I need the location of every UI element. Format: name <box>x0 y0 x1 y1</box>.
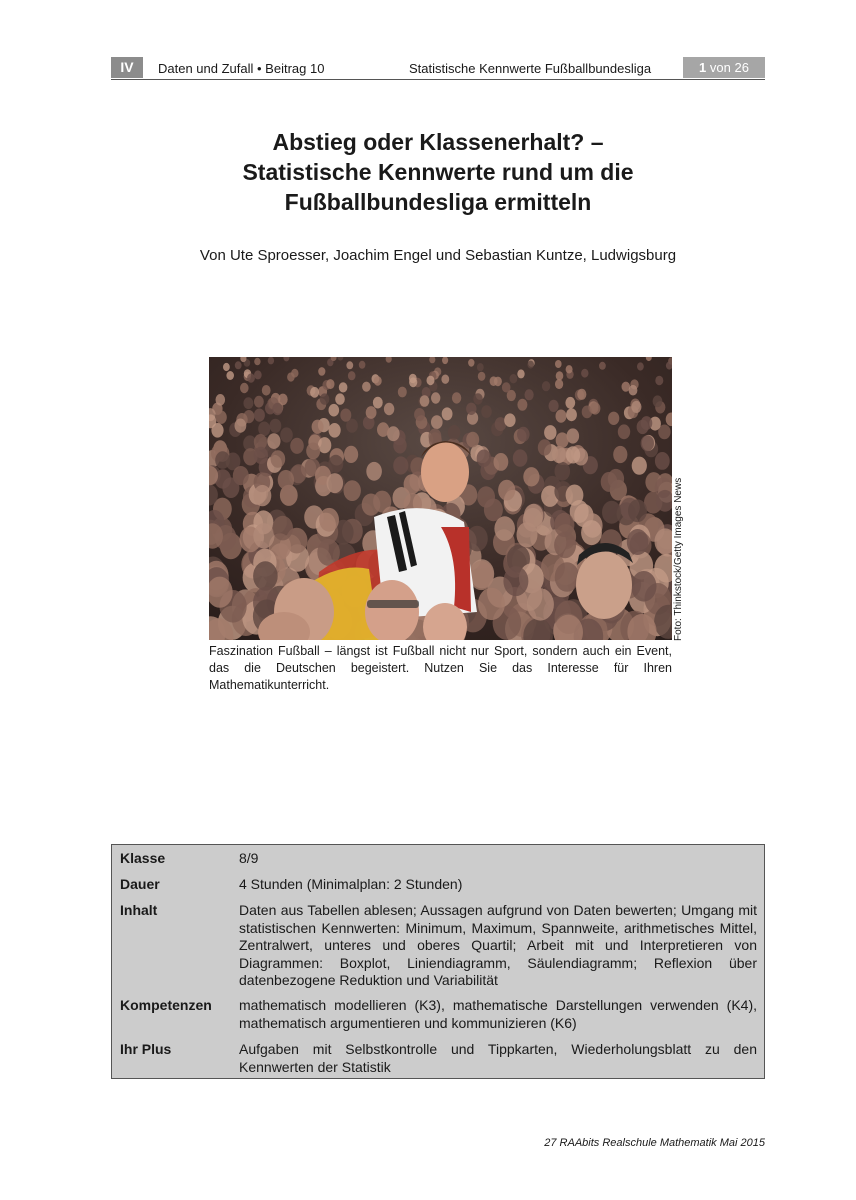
info-value: Daten aus Tabellen ablesen; Aussagen aufgrund von Daten bewerten; Umgang mit statistischen Kennwerten: Minimum, Maximum, Spannweite, arithmetisches Mittel, Zentralwert, unteres und oberes Quartil; Arbeit mit und Interpretieren von Diagrammen: Boxplot, Liniendiagramm, Säulendiagramm; Reflexion über datenbezogene Reduktion und Variabilität <box>239 902 757 988</box>
topic-label: Statistische Kennwerte Fußballbundesliga <box>409 61 652 76</box>
info-label: Inhalt <box>120 902 158 918</box>
running-header <box>111 57 765 80</box>
photo-caption: Faszination Fußball – längst ist Fußball nicht nur Sport, sondern auch ein Event, das die Deutschen begeistert. Nutzen Sie das Interesse für Ihren Mathematikunterricht. <box>209 644 672 692</box>
page-total: von 26 <box>709 60 749 75</box>
info-box <box>111 844 765 1079</box>
info-label: Ihr Plus <box>120 1041 172 1057</box>
info-value: 4 Stunden (Minimalplan: 2 Stunden) <box>239 876 463 892</box>
page-indicator <box>683 57 765 78</box>
authors-line: Von Ute Sproesser, Joachim Engel und Sebastian Kuntze, Ludwigsburg <box>199 247 677 264</box>
title-line-3: Fußballbundesliga ermitteln <box>284 189 592 215</box>
section-tab: IV <box>111 57 143 78</box>
crowd-photo-drawing <box>209 357 672 640</box>
series-label: Daten und Zufall • Beitrag 10 <box>158 61 325 76</box>
footer-note: 27 RAAbits Realschule Mathematik Mai 2015 <box>544 1137 765 1149</box>
page-title <box>111 127 765 217</box>
info-label: Klasse <box>120 850 166 866</box>
info-value: Aufgaben mit Selbstkontrolle und Tippkarten, Wiederholungsblatt zu den Kennwerten der Statistik <box>239 1041 757 1075</box>
title-line-2: Statistische Kennwerte rund um die <box>242 159 634 185</box>
info-label: Kompetenzen <box>120 997 212 1013</box>
photo-credit: Foto: Thinkstock/Getty Images News <box>673 477 684 641</box>
info-value: 8/9 <box>239 850 259 866</box>
crowd-photo <box>209 357 672 640</box>
title-line-1: Abstieg oder Klassenerhalt? – <box>272 129 604 155</box>
page-current: 1 <box>699 60 707 75</box>
info-label: Dauer <box>120 876 160 892</box>
info-value: mathematisch modellieren (K3), mathematische Darstellungen verwenden (K4), mathematisch argumentieren und kommunizieren (K6) <box>239 997 757 1031</box>
